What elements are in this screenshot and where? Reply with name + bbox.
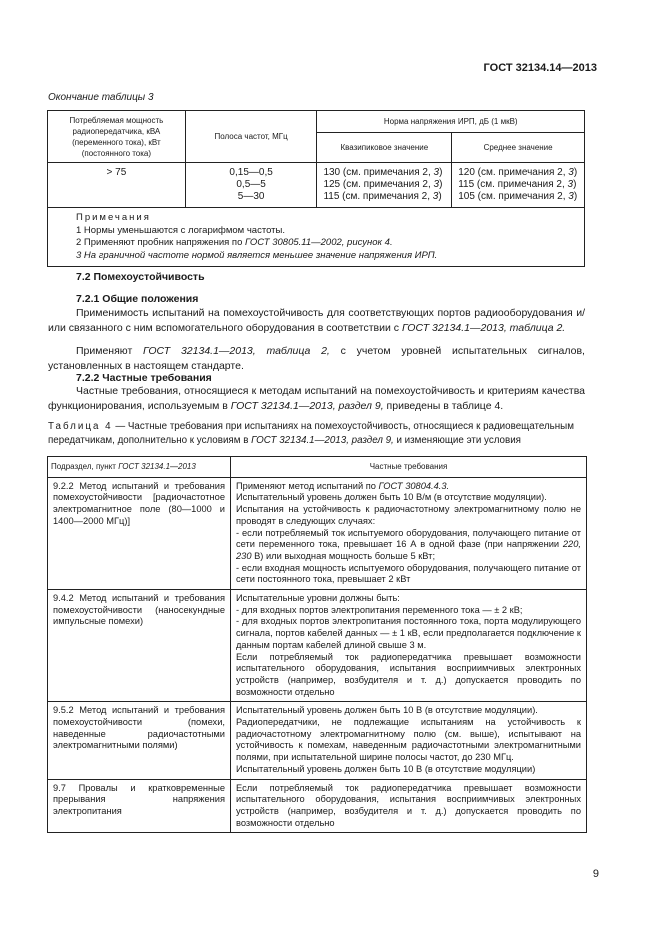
col-norm-header: Норма напряжения ИРП, дБ (1 мкВ) bbox=[317, 111, 585, 133]
section-7-2-2-para-1: Частные требования, относящиеся к методам испытаний на помехоустойчивость и критериям качества функционирования, используемым в ГОСТ 32134.1—2013, раздел 9, приведены в таблице 4. bbox=[48, 385, 585, 412]
notes-title: Примечания bbox=[76, 212, 151, 223]
page-number: 9 bbox=[592, 868, 599, 880]
row1-requirements: Применяют метод испытаний по ГОСТ 30804.4.3. Испытательный уровень должен быть 10 В/м (в отсутствие модуляции). Испытания на устойчивость к радиочастотному электромагнитному полю не проводят в следующих случаях: - если потребляемый ток испытуемого оборудования, получающего питание от сети переменного тока, превышает 16 А в одной фазе (при напряжении 220, 230 В) или выходная мощность больше 5 кВт; - если входная мощность испытуемого оборудования, получающего питание от сети постоянного тока, превышает 2 кВт bbox=[231, 477, 587, 589]
row3-subsection: 9.5.2 Метод испытаний и требования помехоустойчивости (помехи, наведенные радиочастотными электромагнитными полями) bbox=[48, 702, 231, 779]
table-row bbox=[48, 702, 587, 779]
col-qp-header: Квазипиковое значение bbox=[317, 133, 452, 163]
avg-cell: 120 (см. примечания 2, 3) 115 (см. примечания 2, 3) 105 (см. примечания 2, 3) bbox=[452, 163, 585, 208]
document-id: ГОСТ 32134.14—2013 bbox=[483, 62, 597, 74]
table-4 bbox=[47, 456, 587, 833]
section-7-2-1-para-1: Применимость испытаний на помехоустойчивость для соответствующих портов радиооборудования и/или связанного с ним вспомогательного оборудования в соответствии с ГОСТ 32134.1—2013, таблица 2. bbox=[48, 307, 585, 334]
table4-header-subsection: Подраздел, пункт ГОСТ 32134.1—2013 bbox=[48, 457, 231, 478]
table3-caption: Окончание таблицы 3 bbox=[48, 92, 154, 103]
section-7-2-title: 7.2 Помехоустойчивость bbox=[76, 271, 205, 283]
band-cell: 0,15—0,5 0,5—5 5—30 bbox=[185, 163, 317, 208]
qp-cell: 130 (см. примечания 2, 3) 125 (см. примечания 2, 3) 115 (см. примечания 2, 3) bbox=[317, 163, 452, 208]
note-1: 1 Нормы уменьшаются с логарифмом частоты. bbox=[76, 224, 285, 236]
table-row bbox=[48, 779, 587, 833]
table3-notes bbox=[48, 208, 585, 267]
table-row bbox=[48, 590, 587, 702]
power-value-cell: > 75 bbox=[48, 163, 186, 208]
col-band-header: Полоса частот, МГц bbox=[185, 111, 317, 163]
note-3: 3 На граничной частоте нормой является меньшее значение напряжения ИРП. bbox=[76, 249, 438, 261]
table4-caption: Таблица 4 — Частные требования при испытаниях на помехоустойчивость, относящиеся к радиовещательным передатчикам, дополнительно к условиям в ГОСТ 32134.1—2013, раздел 9, и изменяющие эти условия bbox=[48, 421, 574, 446]
row3-requirements: Испытательный уровень должен быть 10 В (в отсутствие модуляции). Радиопередатчики, не подлежащие испытаниям на устойчивость к радиочастотному электромагнитному полю (см. выше), испытывают на устойчивость к помехам, наведенным радиочастотными электромагнитными полями, при испытательной ширине полосы частот, до 230 МГц. Испытательный уровень должен быть 10 В (в отсутствие модуляции) bbox=[231, 702, 587, 779]
table-row bbox=[48, 477, 587, 589]
row2-requirements: Испытательные уровни должны быть: - для входных портов электропитания переменного тока — ± 2 кВ; - для входных портов электропитания постоянного тока, порта модулирующего сигнала, портов кабелей данных — ± 1 кВ, если предполагается подключение к данным портам кабелей длиной свыше 3 м. Если потребляемый ток радиопередатчика превышает возможности испытательного оборудования, испытания восприимчивых электронных устройств (например, возбудителя и т. д.) допускается проводить по возможности отдельно bbox=[231, 590, 587, 702]
col-power-header: Потребляемая мощность радиопередатчика, кВА (переменного тока), кВт (постоянного тока) bbox=[48, 111, 186, 163]
row1-subsection: 9.2.2 Метод испытаний и требования помехоустойчивости [радиочастотное электромагнитное поле (80—1000 и 1400—2000 МГц)] bbox=[48, 477, 231, 589]
col-avg-header: Среднее значение bbox=[452, 133, 585, 163]
table4-header-requirements: Частные требования bbox=[231, 457, 587, 478]
section-7-2-1-para-2: Применяют ГОСТ 32134.1—2013, таблица 2, с учетом уровней испытательных сигналов, установленных в настоящем стандарте. bbox=[48, 345, 585, 372]
row4-requirements: Если потребляемый ток радиопередатчика превышает возможности испытательного оборудования, испытания восприимчивых электронных устройств (например, возбудителя и т. д.) допускается проводить по возможности отдельно bbox=[231, 779, 587, 833]
section-7-2-1-title: 7.2.1 Общие положения bbox=[76, 293, 199, 305]
section-7-2-2-title: 7.2.2 Частные требования bbox=[76, 372, 212, 384]
row2-subsection: 9.4.2 Метод испытаний и требования помехоустойчивости (наносекундные импульсные помехи) bbox=[48, 590, 231, 702]
row4-subsection: 9.7 Провалы и кратковременные прерывания напряжения электропитания bbox=[48, 779, 231, 833]
table-3 bbox=[47, 110, 585, 267]
note-2: 2 Применяют пробник напряжения по ГОСТ 30805.11—2002, рисунок 4. bbox=[76, 237, 393, 248]
